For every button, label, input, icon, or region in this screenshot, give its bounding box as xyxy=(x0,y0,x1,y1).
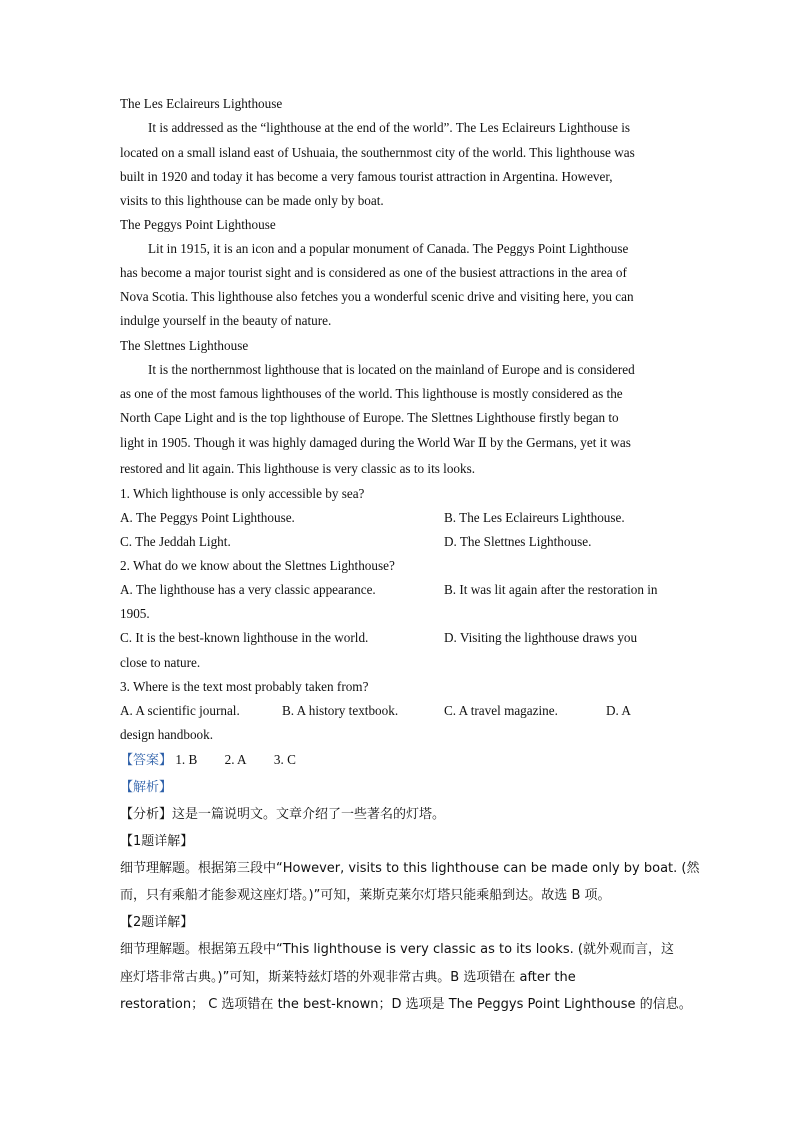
heading-slettnes: The Slettnes Lighthouse xyxy=(120,338,249,353)
detail-2-label: 【2题详解】 xyxy=(120,915,194,930)
q2-option-a: A. The lighthouse has a very classic appearance. xyxy=(120,582,376,597)
q3-option-d: D. A xyxy=(606,703,631,718)
answer-value: 3. C xyxy=(273,752,296,767)
detail-2-line: 细节理解题。根据第五段中“This lighthouse is very classic as to its looks. (就外观而言，这 xyxy=(120,942,674,957)
question-3-stem: 3. Where is the text most probably taken from? xyxy=(120,679,369,694)
paragraph-line: Nova Scotia. This lighthouse also fetches you a wonderful scenic drive and visiting here, you can xyxy=(120,289,634,304)
q3-option-c: C. A travel magazine. xyxy=(444,703,558,718)
q1-option-a: A. The Peggys Point Lighthouse. xyxy=(120,510,295,525)
analysis-summary: 【分析】这是一篇说明文。文章介绍了一些著名的灯塔。 xyxy=(120,807,446,822)
paragraph-line: Lit in 1915, it is an icon and a popular monument of Canada. The Peggys Point Lighthouse xyxy=(148,241,629,256)
q2-option-c: C. It is the best-known lighthouse in the world. xyxy=(120,630,369,645)
q3-option-a: A. A scientific journal. xyxy=(120,703,240,718)
q2-option-d-continued: close to nature. xyxy=(120,655,201,670)
paragraph-line: indulge yourself in the beauty of nature. xyxy=(120,313,332,328)
paragraph-line: has become a major tourist sight and is considered as one of the busiest attractions in the area of xyxy=(120,265,627,280)
paragraph-line: visits to this lighthouse can be made only by boat. xyxy=(120,193,384,208)
detail-2-line: restoration； C 选项错在 the best-known；D 选项是 The Peggys Point Lighthouse 的信息。 xyxy=(120,997,692,1012)
q2-option-b-continued: 1905. xyxy=(120,606,150,621)
q2-option-b: B. It was lit again after the restoration in xyxy=(444,582,658,597)
paragraph-line: It is addressed as the “lighthouse at the end of the world”. The Les Eclaireurs Lighthouse is xyxy=(148,120,631,135)
question-2-stem: 2. What do we know about the Slettnes Lighthouse? xyxy=(120,558,395,573)
answer-label: 【答案】 xyxy=(120,753,173,768)
detail-1-line: 细节理解题。根据第三段中“However, visits to this lighthouse can be made only by boat. (然 xyxy=(120,861,700,876)
paragraph-line: located on a small island east of Ushuaia, the southernmost city of the world. This lighthouse was xyxy=(120,145,635,160)
paragraph-line: light in 1905. Though it was highly damaged during the World War Ⅱ by the Germans, yet it was xyxy=(120,435,631,450)
paragraph-line: built in 1920 and today it has become a very famous tourist attraction in Argentina. However, xyxy=(120,169,613,184)
heading-peggys-point: The Peggys Point Lighthouse xyxy=(120,217,276,232)
paragraph-line: as one of the most famous lighthouses of the world. This lighthouse is mostly considered as the xyxy=(120,386,623,401)
detail-1-label: 【1题详解】 xyxy=(120,834,194,849)
q2-option-d: D. Visiting the lighthouse draws you xyxy=(444,630,638,645)
answer-value: 2. A xyxy=(224,752,247,767)
paragraph-line: restored and lit again. This lighthouse is very classic as to its looks. xyxy=(120,461,476,476)
q1-option-d: D. The Slettnes Lighthouse. xyxy=(444,534,592,549)
q1-option-b: B. The Les Eclaireurs Lighthouse. xyxy=(444,510,625,525)
answer-value: 1. B xyxy=(175,752,198,767)
q1-option-c: C. The Jeddah Light. xyxy=(120,534,231,549)
q3-option-b: B. A history textbook. xyxy=(282,703,399,718)
q3-option-d-continued: design handbook. xyxy=(120,727,214,742)
analysis-label: 【解析】 xyxy=(120,780,173,795)
paragraph-line: It is the northernmost lighthouse that is located on the mainland of Europe and is considered xyxy=(148,362,635,377)
question-1-stem: 1. Which lighthouse is only accessible by sea? xyxy=(120,486,365,501)
detail-2-line: 座灯塔非常古典。)”可知，斯莱特兹灯塔的外观非常古典。B 选项错在 after the xyxy=(120,970,576,985)
answer-row xyxy=(120,748,320,773)
heading-les-eclaireurs: The Les Eclaireurs Lighthouse xyxy=(120,96,283,111)
paragraph-line: North Cape Light and is the top lighthouse of Europe. The Slettnes Lighthouse firstly began to xyxy=(120,410,619,425)
detail-1-line: 而，只有乘船才能参观这座灯塔。)”可知，莱斯克莱尔灯塔只能乘船到达。故选 B 项。 xyxy=(120,888,611,903)
